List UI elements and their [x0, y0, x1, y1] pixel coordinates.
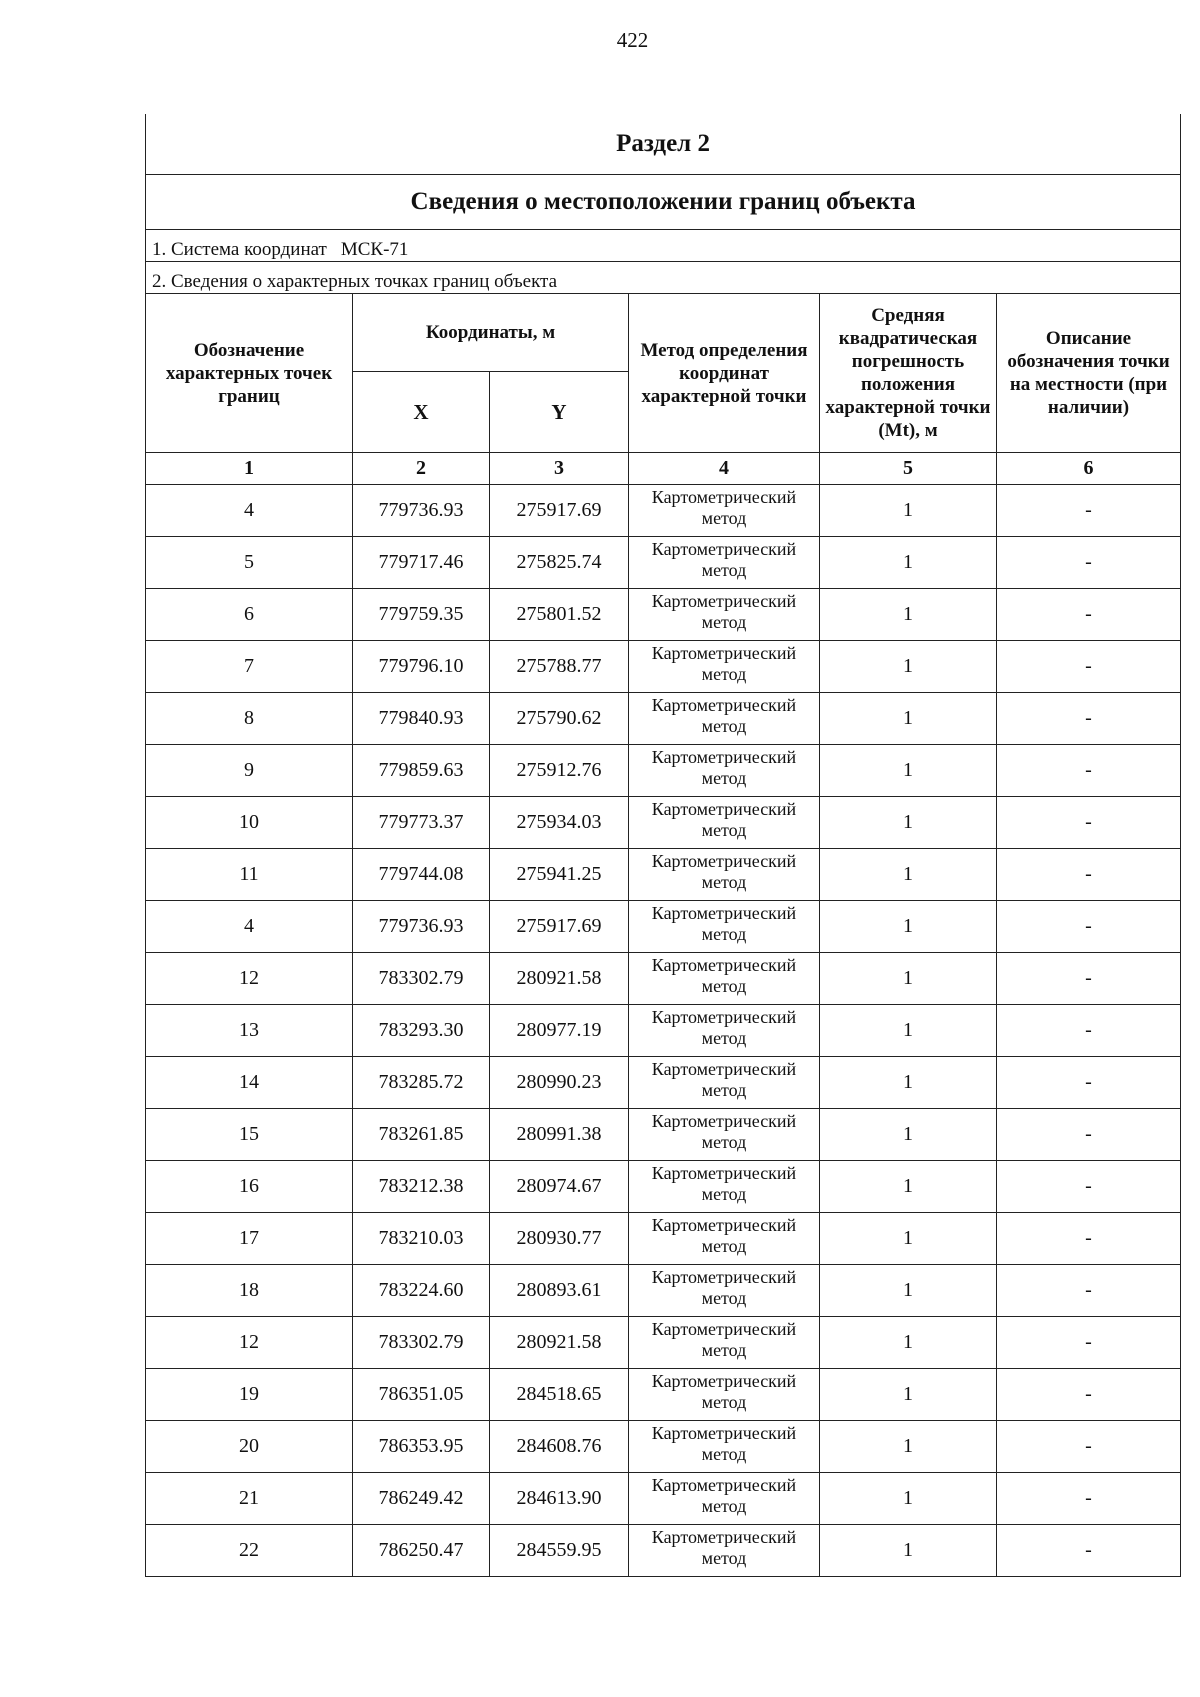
description-cell: -	[997, 1213, 1181, 1265]
table-row	[146, 745, 1181, 797]
description-cell: -	[997, 849, 1181, 901]
header-y: Y	[490, 372, 629, 453]
description-cell: -	[997, 745, 1181, 797]
method-line-2: метод	[701, 612, 747, 632]
description-cell: -	[997, 1317, 1181, 1369]
y-cell: 275917.69	[490, 901, 629, 953]
method-line-2: метод	[701, 1392, 747, 1412]
column-numbers-row	[146, 453, 1181, 485]
y-cell: 280921.58	[490, 953, 629, 1005]
y-cell: 275825.74	[490, 537, 629, 589]
method-line-2: метод	[701, 1548, 747, 1568]
method-cell	[629, 901, 820, 953]
x-cell: 779773.37	[353, 797, 490, 849]
description-cell: -	[997, 589, 1181, 641]
mt-cell: 1	[820, 953, 997, 1005]
method-line-1: Картометрический	[651, 1007, 797, 1027]
mt-cell: 1	[820, 641, 997, 693]
method-cell	[629, 1317, 820, 1369]
header-x: X	[353, 372, 490, 453]
y-cell: 280930.77	[490, 1213, 629, 1265]
method-line-2: метод	[701, 1028, 747, 1048]
header-error: Средняя квадратическая погрешность положения характерной точки (Mt), м	[820, 294, 997, 453]
point-cell: 4	[146, 901, 353, 953]
coord-system-label: 1. Система координат	[152, 239, 327, 260]
page-number: 422	[616, 28, 649, 52]
y-cell: 275941.25	[490, 849, 629, 901]
subsection-title: Сведения о местоположении границ объекта	[146, 175, 1181, 230]
method-line-1: Картометрический	[651, 643, 797, 663]
x-cell: 783210.03	[353, 1213, 490, 1265]
column-number: 3	[490, 453, 629, 485]
method-line-1: Картометрический	[651, 955, 797, 975]
method-line-2: метод	[701, 1340, 747, 1360]
method-line-1: Картометрический	[651, 1371, 797, 1391]
method-cell	[629, 537, 820, 589]
points-info-label: 2. Сведения о характерных точках границ объекта	[146, 262, 1181, 294]
y-cell: 275788.77	[490, 641, 629, 693]
mt-cell: 1	[820, 1109, 997, 1161]
mt-cell: 1	[820, 537, 997, 589]
x-cell: 783302.79	[353, 953, 490, 1005]
method-line-1: Картометрический	[651, 1059, 797, 1079]
column-number: 6	[997, 453, 1181, 485]
table-row	[146, 1369, 1181, 1421]
method-line-1: Картометрический	[651, 747, 797, 767]
method-line-2: метод	[701, 1236, 747, 1256]
x-cell: 783224.60	[353, 1265, 490, 1317]
method-line-2: метод	[701, 1184, 747, 1204]
method-cell	[629, 1473, 820, 1525]
method-cell	[629, 1265, 820, 1317]
section-title: Раздел 2	[146, 114, 1181, 175]
method-line-2: метод	[701, 1444, 747, 1464]
method-line-1: Картометрический	[651, 1527, 797, 1547]
x-cell: 779759.35	[353, 589, 490, 641]
y-cell: 275917.69	[490, 485, 629, 537]
x-cell: 779717.46	[353, 537, 490, 589]
description-cell: -	[997, 485, 1181, 537]
x-cell: 779859.63	[353, 745, 490, 797]
table-row	[146, 901, 1181, 953]
column-number: 5	[820, 453, 997, 485]
column-number: 1	[146, 453, 353, 485]
point-cell: 16	[146, 1161, 353, 1213]
y-cell: 280991.38	[490, 1109, 629, 1161]
method-line-2: метод	[701, 560, 747, 580]
description-cell: -	[997, 1109, 1181, 1161]
description-cell: -	[997, 797, 1181, 849]
mt-cell: 1	[820, 693, 997, 745]
description-cell: -	[997, 1161, 1181, 1213]
mt-cell: 1	[820, 1317, 997, 1369]
method-line-2: метод	[701, 1080, 747, 1100]
table-row	[146, 1213, 1181, 1265]
mt-cell: 1	[820, 1005, 997, 1057]
point-cell: 12	[146, 953, 353, 1005]
mt-cell: 1	[820, 745, 997, 797]
description-cell: -	[997, 1265, 1181, 1317]
description-cell: -	[997, 537, 1181, 589]
description-cell: -	[997, 953, 1181, 1005]
table-row	[146, 1317, 1181, 1369]
method-line-2: метод	[701, 1132, 747, 1152]
method-line-1: Картометрический	[651, 695, 797, 715]
y-cell: 280977.19	[490, 1005, 629, 1057]
y-cell: 280974.67	[490, 1161, 629, 1213]
method-cell	[629, 641, 820, 693]
method-line-2: метод	[701, 508, 747, 528]
mt-cell: 1	[820, 1161, 997, 1213]
mt-cell: 1	[820, 485, 997, 537]
mt-cell: 1	[820, 1265, 997, 1317]
description-cell: -	[997, 1057, 1181, 1109]
column-number: 2	[353, 453, 490, 485]
point-cell: 14	[146, 1057, 353, 1109]
method-line-1: Картометрический	[651, 851, 797, 871]
table-row	[146, 1109, 1181, 1161]
table-row	[146, 537, 1181, 589]
x-cell: 786353.95	[353, 1421, 490, 1473]
y-cell: 284559.95	[490, 1525, 629, 1577]
method-cell	[629, 1421, 820, 1473]
header-coordinates: Координаты, м	[353, 294, 629, 372]
point-cell: 17	[146, 1213, 353, 1265]
method-cell	[629, 589, 820, 641]
method-cell	[629, 1525, 820, 1577]
method-line-1: Картометрический	[651, 1319, 797, 1339]
method-cell	[629, 849, 820, 901]
description-cell: -	[997, 1525, 1181, 1577]
table-row	[146, 1161, 1181, 1213]
method-line-1: Картометрический	[651, 1163, 797, 1183]
y-cell: 284518.65	[490, 1369, 629, 1421]
mt-cell: 1	[820, 589, 997, 641]
method-line-1: Картометрический	[651, 1423, 797, 1443]
y-cell: 275790.62	[490, 693, 629, 745]
table-row	[146, 849, 1181, 901]
y-cell: 275934.03	[490, 797, 629, 849]
mt-cell: 1	[820, 1421, 997, 1473]
point-cell: 13	[146, 1005, 353, 1057]
y-cell: 275912.76	[490, 745, 629, 797]
mt-cell: 1	[820, 1525, 997, 1577]
method-line-1: Картометрический	[651, 1475, 797, 1495]
y-cell: 280990.23	[490, 1057, 629, 1109]
mt-cell: 1	[820, 901, 997, 953]
x-cell: 779736.93	[353, 901, 490, 953]
point-cell: 6	[146, 589, 353, 641]
point-cell: 22	[146, 1525, 353, 1577]
method-line-2: метод	[701, 664, 747, 684]
method-line-1: Картометрический	[651, 591, 797, 611]
table-row	[146, 589, 1181, 641]
header-method: Метод определения координат характерной точки	[629, 294, 820, 453]
method-cell	[629, 485, 820, 537]
table-row	[146, 1057, 1181, 1109]
table-row	[146, 953, 1181, 1005]
y-cell: 280893.61	[490, 1265, 629, 1317]
point-cell: 11	[146, 849, 353, 901]
method-line-2: метод	[701, 872, 747, 892]
method-line-1: Картометрический	[651, 539, 797, 559]
method-cell	[629, 1213, 820, 1265]
method-cell	[629, 1369, 820, 1421]
x-cell: 786351.05	[353, 1369, 490, 1421]
point-cell: 21	[146, 1473, 353, 1525]
column-number: 4	[629, 453, 820, 485]
description-cell: -	[997, 641, 1181, 693]
method-line-1: Картометрический	[651, 1111, 797, 1131]
method-cell	[629, 1109, 820, 1161]
method-cell	[629, 1005, 820, 1057]
table-row	[146, 1421, 1181, 1473]
point-cell: 12	[146, 1317, 353, 1369]
method-line-2: метод	[701, 976, 747, 996]
coord-system-value: МСК-71	[340, 239, 409, 260]
description-cell: -	[997, 1005, 1181, 1057]
method-cell	[629, 745, 820, 797]
x-cell: 779796.10	[353, 641, 490, 693]
method-line-1: Картометрический	[651, 1267, 797, 1287]
method-line-1: Картометрический	[651, 1215, 797, 1235]
header-designation: Обозначение характерных точек границ	[146, 294, 353, 453]
method-cell	[629, 953, 820, 1005]
y-cell: 284613.90	[490, 1473, 629, 1525]
method-cell	[629, 693, 820, 745]
description-cell: -	[997, 1421, 1181, 1473]
y-cell: 284608.76	[490, 1421, 629, 1473]
table-row	[146, 641, 1181, 693]
method-cell	[629, 1057, 820, 1109]
x-cell: 783302.79	[353, 1317, 490, 1369]
table-row	[146, 1005, 1181, 1057]
table-row	[146, 1473, 1181, 1525]
coord-system-line	[146, 230, 1181, 262]
point-cell: 20	[146, 1421, 353, 1473]
method-line-2: метод	[701, 820, 747, 840]
table-row	[146, 1265, 1181, 1317]
point-cell: 4	[146, 485, 353, 537]
table-row	[146, 693, 1181, 745]
y-cell: 280921.58	[490, 1317, 629, 1369]
method-line-2: метод	[701, 716, 747, 736]
point-cell: 19	[146, 1369, 353, 1421]
point-cell: 7	[146, 641, 353, 693]
mt-cell: 1	[820, 797, 997, 849]
method-cell	[629, 1161, 820, 1213]
description-cell: -	[997, 901, 1181, 953]
description-cell: -	[997, 693, 1181, 745]
point-cell: 18	[146, 1265, 353, 1317]
point-cell: 5	[146, 537, 353, 589]
method-line-2: метод	[701, 1496, 747, 1516]
x-cell: 786250.47	[353, 1525, 490, 1577]
point-cell: 15	[146, 1109, 353, 1161]
mt-cell: 1	[820, 1473, 997, 1525]
header-description: Описание обозначения точки на местности (при наличии)	[997, 294, 1181, 453]
method-line-2: метод	[701, 768, 747, 788]
method-line-1: Картометрический	[651, 903, 797, 923]
table-row	[146, 485, 1181, 537]
x-cell: 783261.85	[353, 1109, 490, 1161]
boundary-points-table	[145, 114, 1181, 1577]
method-line-2: метод	[701, 924, 747, 944]
x-cell: 783285.72	[353, 1057, 490, 1109]
point-cell: 9	[146, 745, 353, 797]
x-cell: 783293.30	[353, 1005, 490, 1057]
mt-cell: 1	[820, 849, 997, 901]
y-cell: 275801.52	[490, 589, 629, 641]
mt-cell: 1	[820, 1213, 997, 1265]
x-cell: 786249.42	[353, 1473, 490, 1525]
table-row	[146, 797, 1181, 849]
x-cell: 779840.93	[353, 693, 490, 745]
point-cell: 8	[146, 693, 353, 745]
x-cell: 779736.93	[353, 485, 490, 537]
point-cell: 10	[146, 797, 353, 849]
description-cell: -	[997, 1473, 1181, 1525]
method-line-1: Картометрический	[651, 487, 797, 507]
method-line-1: Картометрический	[651, 799, 797, 819]
mt-cell: 1	[820, 1057, 997, 1109]
method-cell	[629, 797, 820, 849]
description-cell: -	[997, 1369, 1181, 1421]
table-row	[146, 1525, 1181, 1577]
x-cell: 779744.08	[353, 849, 490, 901]
method-line-2: метод	[701, 1288, 747, 1308]
mt-cell: 1	[820, 1369, 997, 1421]
x-cell: 783212.38	[353, 1161, 490, 1213]
